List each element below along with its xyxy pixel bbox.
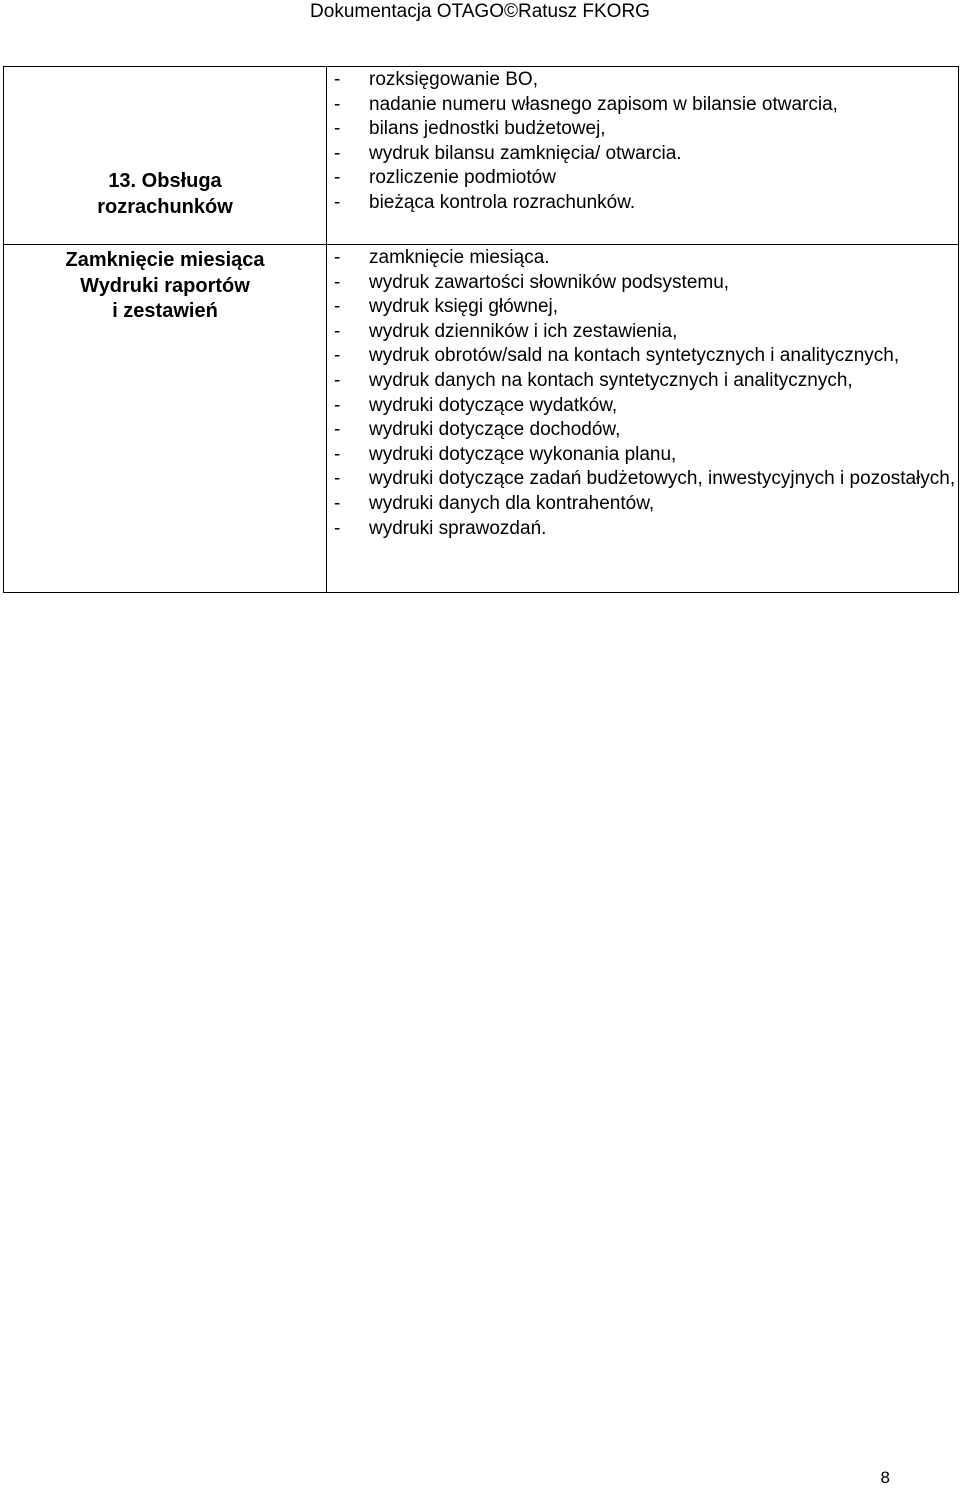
list-item: - wydruk bilansu zamknięcia/ otwarcia. xyxy=(334,142,958,167)
table-row xyxy=(4,245,959,593)
category-label-line: rozrachunków xyxy=(97,196,233,218)
list-item: - wydruki dotyczące dochodów, xyxy=(334,418,958,443)
list-item: - bieżąca kontrola rozrachunków. xyxy=(334,191,958,216)
category-label-zamkniecie: Zamknięcie miesiąca xyxy=(65,249,265,271)
items-cell xyxy=(327,245,959,593)
category-cell xyxy=(4,67,327,245)
page-number: 8 xyxy=(880,1468,890,1487)
list-item: - wydruk księgi głównej, xyxy=(334,295,958,320)
list-item: - wydruki dotyczące zadań budżetowych, inwestycyjnych i pozostałych, xyxy=(334,467,958,492)
list-item: - wydruk obrotów/sald na kontach syntetycznych i analitycznych, xyxy=(334,344,958,369)
functions-table xyxy=(3,66,959,593)
category-label-wydruki xyxy=(4,274,326,324)
category-label-line: 13. Obsługa xyxy=(108,170,222,192)
list-item: - wydruki dotyczące wydatków, xyxy=(334,394,958,419)
list-item: - nadanie numeru własnego zapisom w bilansie otwarcia, xyxy=(334,93,958,118)
items-list-rozrachunki xyxy=(327,68,958,216)
list-item: - wydruki sprawozdań. xyxy=(334,517,958,542)
list-item: - rozksięgowanie BO, xyxy=(334,68,958,93)
table-row xyxy=(4,67,959,245)
list-item: - wydruk zawartości słowników podsystemu, xyxy=(334,271,958,296)
category-label-line: Wydruki raportów xyxy=(80,275,250,297)
list-item: - bilans jednostki budżetowej, xyxy=(334,117,958,142)
category-label-rozrachunki xyxy=(4,168,326,220)
list-item: - wydruki dotyczące wykonania planu, xyxy=(334,443,958,468)
list-item: - rozliczenie podmiotów xyxy=(334,166,958,191)
list-item: - zamknięcie miesiąca. xyxy=(334,246,958,271)
items-cell xyxy=(327,67,959,245)
items-list-zamkniecie xyxy=(327,246,958,271)
category-label-line: i zestawień xyxy=(112,300,218,322)
category-cell xyxy=(4,245,327,593)
page-header: Dokumentacja OTAGO©Ratusz FKORG xyxy=(310,1,650,22)
items-list-wydruki xyxy=(327,271,958,542)
list-item: - wydruk danych na kontach syntetycznych i analitycznych, xyxy=(334,369,958,394)
list-item: - wydruki danych dla kontrahentów, xyxy=(334,492,958,517)
list-item: - wydruk dzienników i ich zestawienia, xyxy=(334,320,958,345)
